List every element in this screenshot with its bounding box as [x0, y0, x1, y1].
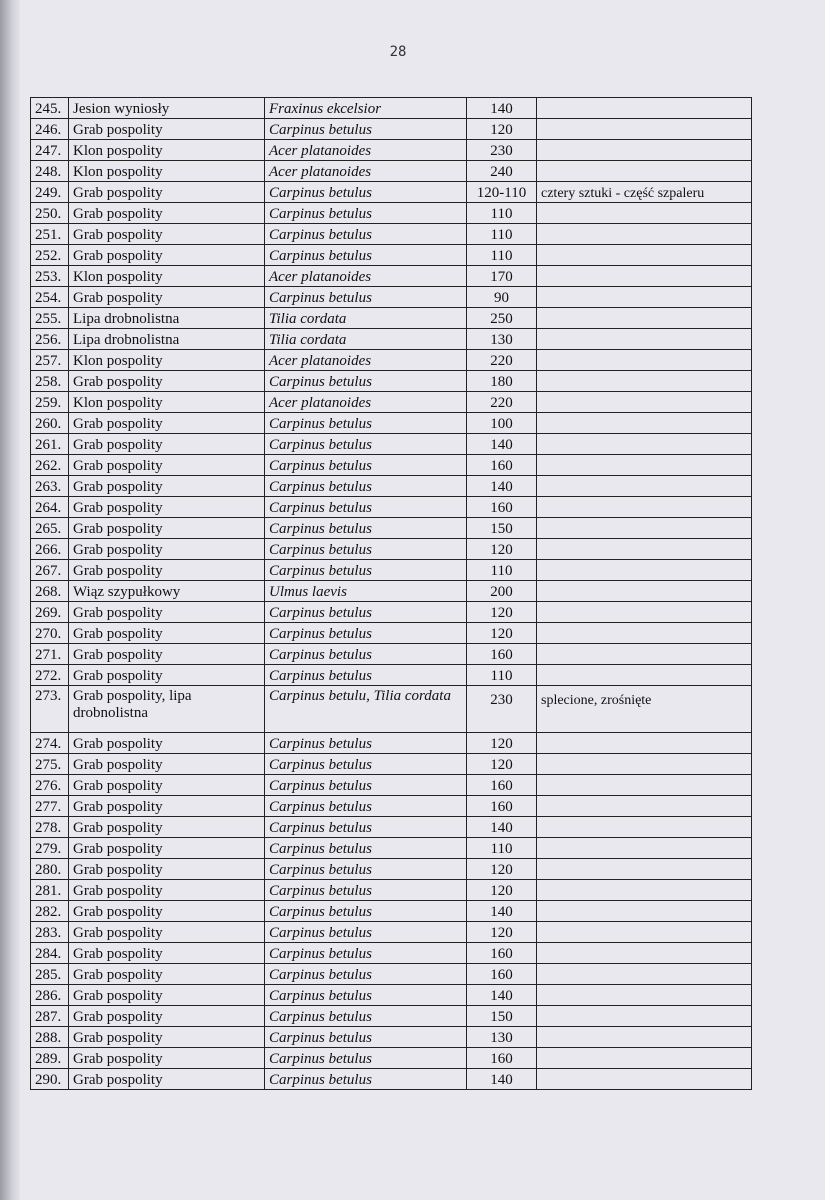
note-cell: [537, 266, 752, 287]
latin-name-cell: Ulmus laevis: [265, 581, 467, 602]
latin-name-cell: Carpinus betulus: [265, 1027, 467, 1048]
polish-name-cell: Grab pospolity: [69, 1027, 265, 1048]
table-row: [31, 775, 752, 796]
latin-name-cell: Carpinus betulus: [265, 497, 467, 518]
table-row: [31, 203, 752, 224]
note-cell: [537, 371, 752, 392]
note-cell: [537, 476, 752, 497]
latin-name-cell: Carpinus betulus: [265, 203, 467, 224]
row-number-cell: 265.: [31, 518, 69, 539]
polish-name-cell: Grab pospolity: [69, 733, 265, 754]
table-row: [31, 733, 752, 754]
latin-name-cell: Carpinus betulus: [265, 455, 467, 476]
polish-name-cell: Grab pospolity: [69, 964, 265, 985]
table-row: [31, 119, 752, 140]
note-cell: [537, 859, 752, 880]
table-row: [31, 1069, 752, 1090]
circumference-cell: 110: [467, 245, 537, 266]
table-row: [31, 686, 752, 733]
note-cell: [537, 287, 752, 308]
table-row: [31, 308, 752, 329]
row-number-cell: 287.: [31, 1006, 69, 1027]
latin-name-cell: Carpinus betulus: [265, 371, 467, 392]
note-cell: [537, 775, 752, 796]
row-number-cell: 247.: [31, 140, 69, 161]
table-row: [31, 901, 752, 922]
table-row: [31, 497, 752, 518]
note-cell: cztery sztuki - część szpaleru: [537, 182, 752, 203]
polish-name-cell: Klon pospolity: [69, 161, 265, 182]
polish-name-cell: Klon pospolity: [69, 140, 265, 161]
table-row: [31, 392, 752, 413]
note-cell: [537, 964, 752, 985]
polish-name-cell: Grab pospolity: [69, 434, 265, 455]
table-row: [31, 371, 752, 392]
table-row: [31, 140, 752, 161]
latin-name-cell: Carpinus betulus: [265, 754, 467, 775]
circumference-cell: 140: [467, 98, 537, 119]
note-cell: [537, 1048, 752, 1069]
note-cell: [537, 98, 752, 119]
polish-name-cell: Grab pospolity: [69, 943, 265, 964]
polish-name-cell: Lipa drobnolistna: [69, 329, 265, 350]
table-row: [31, 224, 752, 245]
row-number-cell: 259.: [31, 392, 69, 413]
circumference-cell: 120: [467, 539, 537, 560]
table-row: [31, 1027, 752, 1048]
table-row: [31, 266, 752, 287]
row-number-cell: 262.: [31, 455, 69, 476]
latin-name-cell: Acer platanoides: [265, 140, 467, 161]
table-row: [31, 943, 752, 964]
table-row: [31, 161, 752, 182]
row-number-cell: 271.: [31, 644, 69, 665]
circumference-cell: 110: [467, 665, 537, 686]
circumference-cell: 120: [467, 623, 537, 644]
row-number-cell: 285.: [31, 964, 69, 985]
polish-name-cell: Grab pospolity: [69, 922, 265, 943]
note-cell: [537, 1027, 752, 1048]
note-cell: [537, 560, 752, 581]
polish-name-cell: Grab pospolity: [69, 796, 265, 817]
note-cell: [537, 644, 752, 665]
latin-name-cell: Carpinus betulus: [265, 665, 467, 686]
latin-name-cell: Carpinus betulus: [265, 1006, 467, 1027]
polish-name-cell: Grab pospolity: [69, 623, 265, 644]
latin-name-cell: Carpinus betulus: [265, 434, 467, 455]
circumference-cell: 150: [467, 518, 537, 539]
polish-name-cell: Grab pospolity: [69, 644, 265, 665]
polish-name-cell: Grab pospolity: [69, 413, 265, 434]
row-number-cell: 258.: [31, 371, 69, 392]
polish-name-cell: Grab pospolity: [69, 497, 265, 518]
circumference-cell: 120-110: [467, 182, 537, 203]
page-number: 28: [389, 44, 407, 60]
table-row: [31, 817, 752, 838]
circumference-cell: 110: [467, 203, 537, 224]
circumference-cell: 160: [467, 455, 537, 476]
row-number-cell: 255.: [31, 308, 69, 329]
circumference-cell: 160: [467, 964, 537, 985]
circumference-cell: 220: [467, 392, 537, 413]
circumference-cell: 140: [467, 985, 537, 1006]
polish-name-cell: Grab pospolity: [69, 1069, 265, 1090]
table-row: [31, 602, 752, 623]
table-row: [31, 518, 752, 539]
latin-name-cell: Carpinus betulu, Tilia cordata: [265, 686, 467, 733]
circumference-cell: 250: [467, 308, 537, 329]
row-number-cell: 266.: [31, 539, 69, 560]
polish-name-cell: Wiąz szypułkowy: [69, 581, 265, 602]
circumference-cell: 140: [467, 476, 537, 497]
table-row: [31, 413, 752, 434]
note-cell: [537, 350, 752, 371]
note-cell: [537, 434, 752, 455]
note-cell: [537, 1006, 752, 1027]
row-number-cell: 289.: [31, 1048, 69, 1069]
note-cell: [537, 922, 752, 943]
polish-name-cell: Grab pospolity: [69, 665, 265, 686]
polish-name-cell: Klon pospolity: [69, 350, 265, 371]
row-number-cell: 268.: [31, 581, 69, 602]
latin-name-cell: Acer platanoides: [265, 350, 467, 371]
row-number-cell: 267.: [31, 560, 69, 581]
note-cell: [537, 329, 752, 350]
row-number-cell: 249.: [31, 182, 69, 203]
row-number-cell: 256.: [31, 329, 69, 350]
latin-name-cell: Carpinus betulus: [265, 859, 467, 880]
latin-name-cell: Carpinus betulus: [265, 518, 467, 539]
page-edge-shadow: [0, 0, 20, 1200]
latin-name-cell: Tilia cordata: [265, 329, 467, 350]
circumference-cell: 130: [467, 1027, 537, 1048]
polish-name-cell: Grab pospolity: [69, 602, 265, 623]
latin-name-cell: Carpinus betulus: [265, 602, 467, 623]
latin-name-cell: Carpinus betulus: [265, 964, 467, 985]
circumference-cell: 160: [467, 943, 537, 964]
note-cell: [537, 497, 752, 518]
note-cell: [537, 733, 752, 754]
polish-name-cell: Grab pospolity: [69, 224, 265, 245]
latin-name-cell: Carpinus betulus: [265, 623, 467, 644]
circumference-cell: 120: [467, 754, 537, 775]
polish-name-cell: Grab pospolity: [69, 182, 265, 203]
circumference-cell: 120: [467, 733, 537, 754]
circumference-cell: 140: [467, 434, 537, 455]
polish-name-cell: Grab pospolity: [69, 518, 265, 539]
table-row: [31, 476, 752, 497]
circumference-cell: 150: [467, 1006, 537, 1027]
row-number-cell: 275.: [31, 754, 69, 775]
row-number-cell: 248.: [31, 161, 69, 182]
latin-name-cell: Carpinus betulus: [265, 245, 467, 266]
circumference-cell: 110: [467, 560, 537, 581]
row-number-cell: 264.: [31, 497, 69, 518]
note-cell: [537, 1069, 752, 1090]
polish-name-cell: Grab pospolity: [69, 985, 265, 1006]
latin-name-cell: Carpinus betulus: [265, 476, 467, 497]
note-cell: [537, 140, 752, 161]
latin-name-cell: Carpinus betulus: [265, 539, 467, 560]
row-number-cell: 288.: [31, 1027, 69, 1048]
polish-name-cell: Grab pospolity: [69, 560, 265, 581]
row-number-cell: 279.: [31, 838, 69, 859]
table-row: [31, 754, 752, 775]
note-cell: [537, 943, 752, 964]
latin-name-cell: Tilia cordata: [265, 308, 467, 329]
latin-name-cell: Fraxinus ekcelsior: [265, 98, 467, 119]
note-cell: [537, 455, 752, 476]
row-number-cell: 246.: [31, 119, 69, 140]
circumference-cell: 160: [467, 796, 537, 817]
note-cell: splecione, zrośnięte: [537, 686, 752, 733]
note-cell: [537, 161, 752, 182]
circumference-cell: 160: [467, 1048, 537, 1069]
latin-name-cell: Carpinus betulus: [265, 838, 467, 859]
row-number-cell: 253.: [31, 266, 69, 287]
row-number-cell: 276.: [31, 775, 69, 796]
polish-name-cell: Grab pospolity, lipa drobnolistna: [69, 686, 265, 733]
table-row: [31, 859, 752, 880]
row-number-cell: 269.: [31, 602, 69, 623]
row-number-cell: 257.: [31, 350, 69, 371]
note-cell: [537, 901, 752, 922]
table-row: [31, 98, 752, 119]
circumference-cell: 120: [467, 602, 537, 623]
latin-name-cell: Carpinus betulus: [265, 182, 467, 203]
row-number-cell: 277.: [31, 796, 69, 817]
table-row: [31, 539, 752, 560]
table-row: [31, 182, 752, 203]
polish-name-cell: Jesion wyniosły: [69, 98, 265, 119]
table-row: [31, 455, 752, 476]
latin-name-cell: Carpinus betulus: [265, 1048, 467, 1069]
polish-name-cell: Grab pospolity: [69, 880, 265, 901]
latin-name-cell: Carpinus betulus: [265, 943, 467, 964]
circumference-cell: 120: [467, 922, 537, 943]
row-number-cell: 274.: [31, 733, 69, 754]
row-number-cell: 290.: [31, 1069, 69, 1090]
polish-name-cell: Grab pospolity: [69, 203, 265, 224]
table-row: [31, 581, 752, 602]
polish-name-cell: Klon pospolity: [69, 392, 265, 413]
row-number-cell: 282.: [31, 901, 69, 922]
table-row: [31, 350, 752, 371]
row-number-cell: 251.: [31, 224, 69, 245]
note-cell: [537, 308, 752, 329]
latin-name-cell: Carpinus betulus: [265, 413, 467, 434]
circumference-cell: 180: [467, 371, 537, 392]
polish-name-cell: Grab pospolity: [69, 539, 265, 560]
latin-name-cell: Carpinus betulus: [265, 796, 467, 817]
circumference-cell: 240: [467, 161, 537, 182]
table-row: [31, 838, 752, 859]
table-row: [31, 644, 752, 665]
circumference-cell: 230: [467, 686, 537, 733]
latin-name-cell: Carpinus betulus: [265, 985, 467, 1006]
polish-name-cell: Lipa drobnolistna: [69, 308, 265, 329]
latin-name-cell: Carpinus betulus: [265, 880, 467, 901]
table-row: [31, 329, 752, 350]
note-cell: [537, 880, 752, 901]
polish-name-cell: Klon pospolity: [69, 266, 265, 287]
row-number-cell: 280.: [31, 859, 69, 880]
note-cell: [537, 602, 752, 623]
polish-name-cell: Grab pospolity: [69, 455, 265, 476]
polish-name-cell: Grab pospolity: [69, 371, 265, 392]
latin-name-cell: Carpinus betulus: [265, 922, 467, 943]
note-cell: [537, 665, 752, 686]
row-number-cell: 283.: [31, 922, 69, 943]
circumference-cell: 100: [467, 413, 537, 434]
note-cell: [537, 518, 752, 539]
note-cell: [537, 754, 752, 775]
circumference-cell: 110: [467, 224, 537, 245]
circumference-cell: 170: [467, 266, 537, 287]
table-row: [31, 560, 752, 581]
latin-name-cell: Carpinus betulus: [265, 560, 467, 581]
circumference-cell: 220: [467, 350, 537, 371]
row-number-cell: 286.: [31, 985, 69, 1006]
polish-name-cell: Grab pospolity: [69, 245, 265, 266]
circumference-cell: 140: [467, 1069, 537, 1090]
table-row: [31, 880, 752, 901]
note-cell: [537, 224, 752, 245]
note-cell: [537, 119, 752, 140]
table-row: [31, 665, 752, 686]
note-cell: [537, 539, 752, 560]
row-number-cell: 281.: [31, 880, 69, 901]
row-number-cell: 245.: [31, 98, 69, 119]
table-row: [31, 796, 752, 817]
circumference-cell: 160: [467, 644, 537, 665]
row-number-cell: 273.: [31, 686, 69, 733]
row-number-cell: 252.: [31, 245, 69, 266]
polish-name-cell: Grab pospolity: [69, 754, 265, 775]
circumference-cell: 120: [467, 119, 537, 140]
latin-name-cell: Carpinus betulus: [265, 901, 467, 922]
note-cell: [537, 413, 752, 434]
table-row: [31, 287, 752, 308]
polish-name-cell: Grab pospolity: [69, 775, 265, 796]
circumference-cell: 120: [467, 880, 537, 901]
latin-name-cell: Carpinus betulus: [265, 644, 467, 665]
circumference-cell: 120: [467, 859, 537, 880]
note-cell: [537, 817, 752, 838]
note-cell: [537, 623, 752, 644]
circumference-cell: 130: [467, 329, 537, 350]
polish-name-cell: Grab pospolity: [69, 1006, 265, 1027]
polish-name-cell: Grab pospolity: [69, 1048, 265, 1069]
note-cell: [537, 796, 752, 817]
table-row: [31, 1048, 752, 1069]
latin-name-cell: Carpinus betulus: [265, 817, 467, 838]
table-row: [31, 434, 752, 455]
latin-name-cell: Acer platanoides: [265, 392, 467, 413]
circumference-cell: 110: [467, 838, 537, 859]
latin-name-cell: Carpinus betulus: [265, 119, 467, 140]
polish-name-cell: Grab pospolity: [69, 817, 265, 838]
table-row: [31, 964, 752, 985]
circumference-cell: 90: [467, 287, 537, 308]
row-number-cell: 254.: [31, 287, 69, 308]
circumference-cell: 200: [467, 581, 537, 602]
row-number-cell: 270.: [31, 623, 69, 644]
latin-name-cell: Acer platanoides: [265, 266, 467, 287]
table-row: [31, 245, 752, 266]
note-cell: [537, 838, 752, 859]
polish-name-cell: Grab pospolity: [69, 476, 265, 497]
polish-name-cell: Grab pospolity: [69, 119, 265, 140]
table-row: [31, 1006, 752, 1027]
note-cell: [537, 581, 752, 602]
latin-name-cell: Acer platanoides: [265, 161, 467, 182]
latin-name-cell: Carpinus betulus: [265, 775, 467, 796]
row-number-cell: 284.: [31, 943, 69, 964]
polish-name-cell: Grab pospolity: [69, 287, 265, 308]
latin-name-cell: Carpinus betulus: [265, 1069, 467, 1090]
row-number-cell: 250.: [31, 203, 69, 224]
polish-name-cell: Grab pospolity: [69, 838, 265, 859]
row-number-cell: 261.: [31, 434, 69, 455]
table-row: [31, 985, 752, 1006]
circumference-cell: 230: [467, 140, 537, 161]
circumference-cell: 140: [467, 817, 537, 838]
circumference-cell: 140: [467, 901, 537, 922]
latin-name-cell: Carpinus betulus: [265, 224, 467, 245]
tree-inventory-table: [30, 97, 752, 1090]
circumference-cell: 160: [467, 775, 537, 796]
row-number-cell: 263.: [31, 476, 69, 497]
row-number-cell: 272.: [31, 665, 69, 686]
table-row: [31, 623, 752, 644]
latin-name-cell: Carpinus betulus: [265, 287, 467, 308]
table-row: [31, 922, 752, 943]
polish-name-cell: Grab pospolity: [69, 901, 265, 922]
note-cell: [537, 203, 752, 224]
row-number-cell: 278.: [31, 817, 69, 838]
note-cell: [537, 245, 752, 266]
table-body: [31, 98, 752, 1090]
note-cell: [537, 985, 752, 1006]
row-number-cell: 260.: [31, 413, 69, 434]
latin-name-cell: Carpinus betulus: [265, 733, 467, 754]
note-cell: [537, 392, 752, 413]
polish-name-cell: Grab pospolity: [69, 859, 265, 880]
circumference-cell: 160: [467, 497, 537, 518]
